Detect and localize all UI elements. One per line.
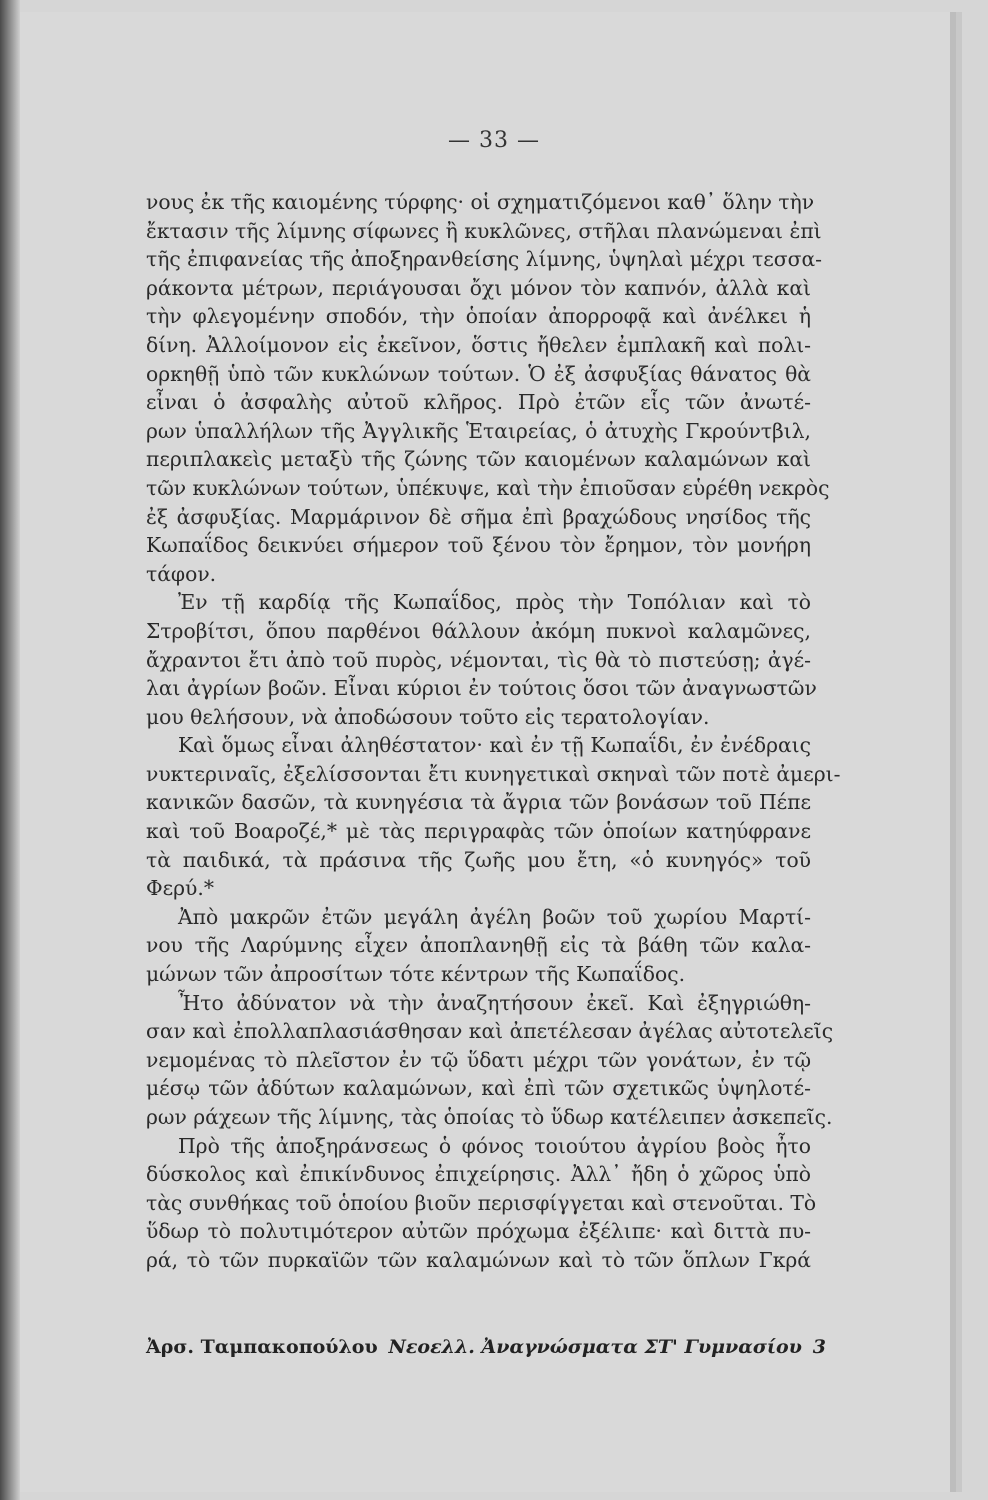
text-line: Φερύ.* [146, 876, 214, 901]
text-line: λαι ἀγρίων βοῶν. Εἶναι κύριοι ἐν τούτοις ὅσοι τῶν ἀναγνωστῶν [146, 676, 817, 701]
text-line: ορκηθῇ ὑπὸ τῶν κυκλώνων τούτων. Ὁ ἐξ ἀσφυξίας θάνατος θὰ [146, 361, 811, 386]
text-line: περιπλακεὶς μεταξὺ τῆς ζώνης τῶν καιομένων καλαμώνων καὶ [146, 447, 811, 472]
text-line: σαν καὶ ἐπολλαπλασιάσθησαν καὶ ἀπετέλεσαν ἀγέλας αὐτοτελεῖς [146, 1019, 834, 1044]
footer-author: Ἀρσ. Ταμπακοπούλου [146, 1336, 378, 1358]
text-line: τὴν φλεγομένην σποδόν, τὴν ὁποίαν ἀπορροφᾷ καὶ ἀνέλκει ἡ [146, 304, 811, 329]
text-line: ράκοντα μέτρων, περιάγουσαι ὄχι μόνον τὸν καπνόν, ἀλλὰ καὶ [146, 275, 811, 300]
text-line: καὶ τοῦ Βοαροζέ,* μὲ τὰς περιγραφὰς τῶν ὁποίων κατηύφρανε [146, 819, 811, 844]
text-line: τὰς συνθήκας τοῦ ὁποίου βιοῦν περισφίγγεται καὶ στενοῦται. Τὸ [146, 1190, 817, 1215]
page-footer [146, 1336, 826, 1358]
footer-title: Νεοελλ. Ἀναγνώσματα ΣΤ' Γυμνασίου [388, 1336, 802, 1358]
text-line: Καὶ ὅμως εἶναι ἀληθέστατον· καὶ ἐν τῇ Κωπαΐδι, ἐν ἐνέδραις [178, 733, 811, 758]
footer-signature: 3 [812, 1336, 826, 1358]
text-line: Κωπαΐδος δεικνύει σήμερον τοῦ ξένου τὸν ἔρημον, τὸν μονήρη [146, 533, 811, 558]
text-line: τῆς ἐπιφανείας τῆς ἀποξηρανθείσης λίμνης, ὑψηλαὶ μέχρι τεσσα- [146, 247, 822, 272]
text-line: Ἀπὸ μακρῶν ἐτῶν μεγάλη ἀγέλη βοῶν τοῦ χωρίου Μαρτί- [178, 904, 811, 929]
text-line: ἄχραντοι ἔτι ἀπὸ τοῦ πυρὸς, νέμονται, τὶς θὰ τὸ πιστεύσῃ; ἀγέ- [146, 647, 811, 672]
body-text [146, 188, 841, 1275]
text-line: ρων ὑπαλλήλων τῆς Ἀγγλικῆς Ἑταιρείας, ὁ ἀτυχὴς Γκρούντβιλ, [146, 418, 811, 443]
book-binding-edge [0, 0, 20, 1500]
text-line: νυκτεριναῖς, ἐξελίσσονται ἔτι κυνηγετικαὶ σκηναὶ τῶν ποτὲ ἀμερι- [146, 761, 841, 786]
text-line: ἐξ ἀσφυξίας. Μαρμάρινον δὲ σῆμα ἐπὶ βραχώδους νησίδος τῆς [146, 504, 811, 529]
text-line: Ἐν τῇ καρδίᾳ τῆς Κωπαΐδος, πρὸς τὴν Τοπόλιαν καὶ τὸ [178, 590, 811, 615]
text-line: Στροβίτσι, ὅπου παρθένοι θάλλουν ἀκόμη πυκνοὶ καλαμῶνες, [146, 618, 811, 643]
text-line: Πρὸ τῆς ἀποξηράνσεως ὁ φόνος τοιούτου ἀγρίου βοὸς ἦτο [178, 1133, 811, 1158]
text-line: μώνων τῶν ἀπροσίτων τότε κέντρων τῆς Κωπαΐδος. [146, 962, 686, 987]
text-line: μου θελήσουν, νὰ ἀποδώσουν τοῦτο εἰς τερατολογίαν. [146, 704, 710, 729]
text-line: νεμομένας τὸ πλεῖστον ἐν τῷ ὕδατι μέχρι τῶν γονάτων, ἐν τῷ [146, 1047, 811, 1072]
text-line: δίνη. Ἀλλοίμονον εἰς ἐκεῖνον, ὅστις ἤθελεν ἐμπλακῆ καὶ πολι- [146, 332, 811, 357]
text-line: κανικῶν δασῶν, τὰ κυνηγέσια τὰ ἄγρια τῶν βονάσων τοῦ Πέπε [146, 790, 811, 815]
text-line: ὕδωρ τὸ πολυτιμότερον αὐτῶν πρόχωμα ἐξέλιπε· καὶ διττὰ πυ- [146, 1219, 811, 1244]
text-line: νου τῆς Λαρύμνης εἶχεν ἀποπλανηθῇ εἰς τὰ βάθη τῶν καλα- [146, 933, 811, 958]
text-line: μέσῳ τῶν ἀδύτων καλαμώνων, καὶ ἐπὶ τῶν σχετικῶς ὑψηλοτέ- [146, 1076, 811, 1101]
text-line: Ἦτο ἀδύνατον νὰ τὴν ἀναζητήσουν ἐκεῖ. Καὶ ἐξηγριώθη- [178, 990, 811, 1015]
text-line: δύσκολος καὶ ἐπικίνδυνος ἐπιχείρησις. Ἀλλ᾽ ἤδη ὁ χῶρος ὑπὸ [146, 1162, 811, 1187]
text-line: εἶναι ὁ ἀσφαλὴς αὐτοῦ κλῆρος. Πρὸ ἐτῶν εἷς τῶν ἀνωτέ- [146, 390, 811, 415]
text-line: ρων ράχεων τῆς λίμνης, τὰς ὁποίας τὸ ὕδωρ κατέλειπεν ἀσκεπεῖς. [146, 1105, 833, 1129]
text-line: ἔκτασιν τῆς λίμνης σίφωνες ἢ κυκλῶνες, στῆλαι πλανώμεναι ἐπὶ [146, 218, 822, 243]
text-line: ρά, τὸ τῶν πυρκαϊῶν τῶν καλαμώνων καὶ τὸ τῶν ὅπλων Γκρά [146, 1247, 811, 1272]
text-line: τάφον. [146, 561, 217, 586]
text-line: τῶν κυκλώνων τούτων, ὑπέκυψε, καὶ τὴν ἐπιοῦσαν εὑρέθη νεκρὸς [146, 475, 830, 500]
page-number: — 33 — [448, 128, 540, 153]
text-line: νους ἐκ τῆς καιομένης τύρφης· οἱ σχηματιζόμενοι καθ᾽ ὅλην τὴν [146, 190, 815, 214]
text-line: τὰ παιδικά, τὰ πράσινα τῆς ζωῆς μου ἔτη, «ὁ κυνηγός» τοῦ [146, 847, 811, 872]
